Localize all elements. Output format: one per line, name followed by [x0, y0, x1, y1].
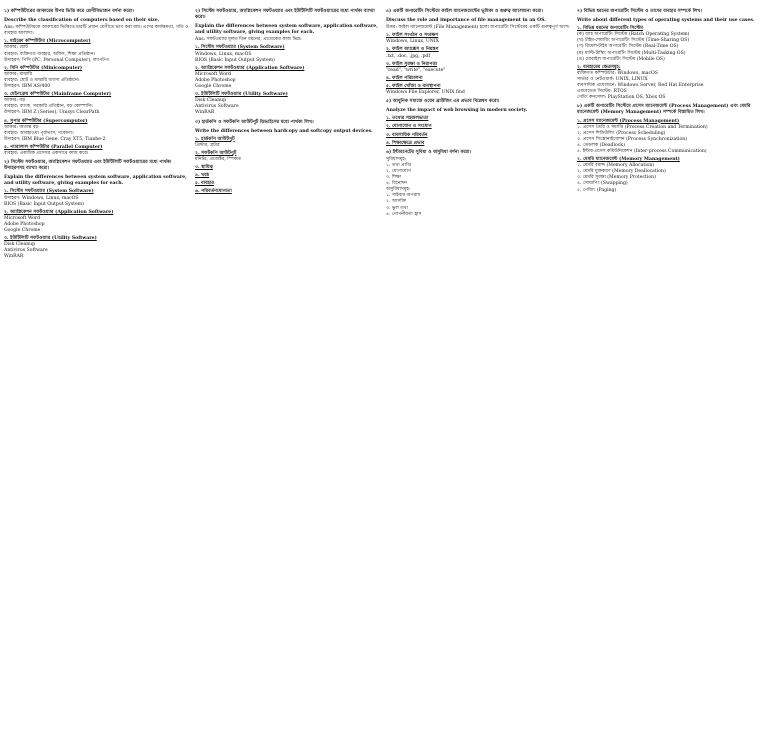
paragraph: ৩. ভুল তথ্য: [386, 205, 408, 211]
paragraph: ৪. বিনোদন: [386, 181, 407, 187]
paragraph: উদাহরণ: IBM AS/400: [4, 84, 51, 90]
paragraph: ৪. গোপনীয়তা হ্রাস: [386, 211, 422, 217]
answer-intro: উত্তর: ফাইল ম্যানেজমেন্ট (File Management) হলো অপারেটিং সিস্টেমের একটি গুরুত্বপূর্ণ অংশ।: [386, 25, 570, 31]
question: ৬) ইন্টারনেটের সুবিধা ও অসুবিধা বর্ণনা করো।: [386, 149, 472, 155]
section-heading: ১. মাইক্রো কম্পিউটার (Microcomputer): [4, 39, 91, 45]
paragraph: ৫. ইন্টার-প্রসেস কমিউনিকেশন (Inter-process Communication): [577, 148, 707, 154]
paragraph: প্রিন্টার, প্লটার: [195, 142, 220, 148]
answer-intro: Ans: কম্পিউটারকে আকারের ভিত্তিতে চারটি প্রধান শ্রেণীতে ভাগ করা যায়। এদের কার্যক্ষমতা, গতি ও ব্যবহার আলাদা।: [4, 25, 189, 37]
question: Explain the differences between system software, application software, and utility software, giving examples for each.: [4, 175, 187, 187]
question: ৮) একটি অপারেটিং সিস্টেমে প্রসেস ম্যানেজমেন্ট (Process Management) এবং মেমরি ম্যানেজমেন্ট (Memory Management) সম্পর্কে বিস্তারিত লিখ।: [577, 104, 751, 116]
paragraph: (গ) রিয়েল-টাইম অপারেটিং সিস্টেম (Real-Time OS): [577, 44, 679, 50]
paragraph: ২. যোগাযোগ: [386, 168, 411, 174]
paragraph: ব্যবহার: ছোট ও মাঝারি ব্যবসা প্রতিষ্ঠানে।: [4, 77, 80, 83]
paragraph: (ঙ) মোবাইল অপারেটিং সিস্টেম (Mobile OS): [577, 56, 665, 62]
paragraph: WinRAR: [4, 254, 24, 260]
paragraph: Google Chrome: [4, 228, 41, 233]
paragraph: ১. তথ্য প্রাপ্তি: [386, 162, 411, 168]
section-heading: ২. অ্যাপ্লিকেশন সফটওয়্যার (Application Software): [195, 65, 305, 71]
section-heading: ৩. ইউটিলিটি সফটওয়্যার (Utility Software): [195, 92, 288, 98]
paragraph: (ক) ব্যাচ অপারেটিং সিস্টেম (Batch Operating System): [577, 32, 690, 38]
section-heading: ২. মেমরি ম্যানেজমেন্ট (Memory Management): [577, 157, 680, 163]
paragraph: আকার: অত্যন্ত বড়: [4, 124, 39, 130]
section-heading: ৩. ইউটিলিটি সফটওয়্যার (Utility Software): [4, 236, 97, 242]
paragraph: Disk Cleanup: [195, 98, 227, 104]
question: Write about different types of operating systems and their use cases.: [577, 18, 755, 24]
paragraph: Antivirus Software: [195, 104, 239, 110]
paragraph: গেমিং কনসোল: PlayStation OS, Xbox OS: [577, 95, 666, 101]
section-heading: ১. বিভিন্ন ধরনের অপারেটিং সিস্টেম: [577, 26, 643, 32]
paragraph: ২. মেমরি মুক্তকরণ (Memory Deallocation): [577, 169, 666, 175]
question: ১) কম্পিউটারের আকারের উপর ভিত্তি করে শ্রেণীবিভাজন বর্ণনা করো।: [4, 9, 134, 14]
paragraph: ১. প্রসেস তৈরি ও সমাপ্তি (Process Creation and Termination): [577, 124, 708, 130]
question: Explain the differences between system software, application software, and utility software, giving examples for each.: [195, 24, 378, 36]
paragraph: ৩. শিক্ষা: [386, 175, 401, 181]
paragraph: BIOS (Basic Input Output System): [4, 201, 84, 207]
paragraph: ২. আসক্তি: [386, 199, 407, 205]
paragraph: ব্যবসায়িক প্রয়োজনে: Windows Server, Red Hat Enterprise: [577, 83, 704, 89]
paragraph: ১. মেমরি বরাদ্দ (Memory Allocation): [577, 163, 655, 169]
paragraph: Google Chrome: [195, 84, 232, 90]
paragraph: ৪. ডেডলক (Deadlock): [577, 142, 625, 148]
paragraph: আকার: মাঝারি: [4, 71, 32, 77]
paragraph: (ঘ) মাল্টি-টাস্কিং অপারেটিং সিস্টেম (Multi-Tasking OS): [577, 50, 686, 56]
section-heading: ২. সফটকপি আউটপুট: [195, 150, 237, 156]
paragraph: ৪. সোয়াপিং (Swapping): [577, 181, 628, 187]
question: Analyze the impact of web browsing in modern society.: [386, 108, 528, 114]
paragraph: ব্যবহার: ব্যক্তিগত ব্যবহার, অফিস, শিক্ষা প্রতিষ্ঠান।: [4, 51, 95, 57]
section-heading: ৫. ব্যবহার: [195, 181, 214, 187]
column-4: [577, 6, 764, 749]
paragraph: ১. সাইবার অপরাধ: [386, 193, 421, 199]
paragraph: ২. প্রসেস শিডিউলিং (Process Scheduling): [577, 130, 666, 136]
question: Describe the classification of computers based on their size.: [4, 18, 160, 24]
section-heading: ৫. ফাইল খোঁজা ও ব্যবস্থাপনা: [386, 83, 441, 89]
section-heading: ৪. সুপার কম্পিউটার (Supercomputer): [4, 118, 88, 124]
section-heading: ১. সিস্টেম সফটওয়্যার (System Software): [195, 45, 285, 51]
paragraph: ৫. পেজিং (Paging): [577, 187, 617, 193]
section-heading: ২. ফাইল অ্যাক্সেস ও নিয়ন্ত্রণ: [386, 47, 439, 53]
paragraph: Windows File Explorer, UNIX find: [386, 90, 465, 96]
section-heading: ২. অ্যাপ্লিকেশন সফটওয়্যার (Application Software): [4, 209, 114, 215]
paragraph: Microsoft Word: [4, 215, 41, 221]
section-heading: ৪. ফাইল পরিচালনা: [386, 75, 423, 81]
section-heading: ১. সিস্টেম সফটওয়্যার (System Software): [4, 189, 94, 195]
column-1: [4, 6, 191, 749]
paragraph: (খ) টাইম-শেয়ারিং অপারেটিং সিস্টেম (Time-Sharing OS): [577, 38, 690, 44]
section-heading: ৩. ফাইল সুরক্ষা ও নিরাপত্তা: [386, 61, 438, 67]
question: ২) সিস্টেম সফটওয়্যার, অ্যাপ্লিকেশন সফটওয়্যার এবং ইউটিলিটি সফটওয়্যারের মধ্যে পার্থক্য ব্যাখ্যা করো।: [195, 9, 375, 21]
paragraph: উদাহরণ: Windows, Linux, macOS: [4, 195, 79, 201]
answer-intro: Ans: সফটওয়্যার মূলত তিন ধরনের, প্রত্যেকের কাজ ভিন্ন।: [195, 37, 302, 43]
paragraph: অসুবিধাসমূহ:: [386, 187, 411, 193]
section-heading: ৫. প্যারালাল কম্পিউটার (Parallel Computer): [4, 144, 103, 150]
section-heading: ২. যোগাযোগ ও সংযোগ: [386, 124, 432, 130]
paragraph: ব্যবহার: ব্যাংক, সরকারি প্রতিষ্ঠান, বড় কোম্পানি।: [4, 104, 93, 110]
section-heading: ৩. মেইনফ্রেম কম্পিউটার (Mainframe Computer): [4, 92, 112, 98]
paragraph: সার্ভার ও নেটওয়ার্ক: UNIX, LINUX: [577, 76, 648, 82]
paragraph: Adobe Photoshop: [4, 221, 45, 227]
paragraph: "read", "write", "execute": [386, 67, 446, 73]
paragraph: ব্যবহার: একাধিক প্রসেসর একসাথে কাজ করে।: [4, 150, 89, 156]
paragraph: Microsoft Word: [195, 71, 232, 77]
section-heading: ১. তথ্যের সহজলভ্যতা: [386, 116, 429, 122]
section-heading: ৩. স্থায়িত্ব: [195, 165, 213, 171]
paragraph: ব্যক্তিগত কম্পিউটার: Windows, macOS: [577, 70, 658, 76]
section-heading: ৩. ব্যবসায়িক পরিবর্তন: [386, 132, 428, 138]
question: ৭) বিভিন্ন ধরনের অপারেটিং সিস্টেম ও তাদের ব্যবহার সম্পর্কে লিখ।: [577, 9, 702, 14]
paragraph: আকার: ছোট: [4, 45, 28, 51]
question: ৫) আধুনিক সমাজে ওয়েব ব্রাউজিং এর প্রভাব বিশ্লেষণ করো।: [386, 99, 500, 105]
column-2: [195, 6, 382, 749]
section-heading: ২. ব্যবহারের ক্ষেত্রসমূহ:: [577, 64, 621, 70]
paragraph: ব্যবহার: আবহাওয়া পূর্বাভাস, গবেষণা।: [4, 130, 74, 136]
paragraph: BIOS (Basic Input Output System): [195, 57, 275, 63]
column-3: [386, 6, 573, 749]
section-heading: ৬. পরিবর্তনযোগ্যতা: [195, 189, 232, 195]
paragraph: আকার: বড়: [4, 98, 26, 104]
paragraph: Antivirus Software: [4, 248, 48, 254]
paragraph: উদাহরণ: IBM Z (Series), Unisys ClearPath: [4, 110, 100, 116]
section-heading: ২. মিনি কম্পিউটার (Minicomputer): [4, 65, 83, 71]
question: ৩) হার্ডকপি ও সফটকপি আউটপুট ডিভাইসের মধ্যে পার্থক্য লিখ।: [195, 119, 314, 125]
paragraph: Disk Cleanup: [4, 242, 36, 248]
section-heading: ৪. খরচ: [195, 173, 210, 179]
paragraph: উদাহরণ: পিসি (PC, Personal Computer), ল্যাপটপ।: [4, 57, 110, 63]
section-heading: ১. হার্ডকপি আউটপুট: [195, 136, 235, 142]
question: ২) সিস্টেম সফটওয়্যার, অ্যাপ্লিকেশন সফটওয়্যার এবং ইউটিলিটি সফটওয়্যারের মধ্যে পার্থক্য উদাহরণসহ ব্যাখ্যা করো।: [4, 160, 172, 172]
paragraph: সুবিধাসমূহ:: [386, 156, 407, 162]
paragraph: WinRAR: [195, 110, 215, 116]
section-heading: ১. প্রসেস ম্যানেজমেন্ট (Process Management): [577, 118, 680, 124]
section-heading: ৪. শিক্ষাক্ষেত্রে প্রভাব: [386, 140, 425, 146]
paragraph: Adobe Photoshop: [195, 77, 236, 83]
question: ৪) একটি অপারেটিং সিস্টেমে ফাইল ম্যানেজমেন্টের ভূমিকা ও গুরুত্ব আলোচনা করো।: [386, 9, 543, 14]
section-heading: ১. ফাইল সংগঠন ও সংরক্ষণ: [386, 33, 439, 39]
paragraph: ৩. প্রসেস সিঙ্ক্রোনাইজেশন (Process Synchronization): [577, 136, 688, 142]
question: Write the differences between hardcopy and softcopy output devices.: [195, 128, 373, 134]
paragraph: মনিটর, প্রজেক্টর, স্পিকার: [195, 156, 241, 162]
paragraph: .txt, .doc, .jpg, .pdf: [386, 53, 431, 59]
paragraph: উদাহরণ: IBM Blue Gene, Cray XT5, Tianhe-2: [4, 136, 106, 142]
paragraph: Windows, Linux, UNIX: [386, 39, 439, 45]
question: Discuss the role and importance of file management in an OS.: [386, 18, 546, 24]
paragraph: ৩. মেমরি সুরক্ষা (Memory Protection): [577, 175, 656, 181]
paragraph: Windows, Linux, macOS: [195, 51, 252, 57]
paragraph: এমবেডেড সিস্টেম: RTOS: [577, 89, 627, 95]
